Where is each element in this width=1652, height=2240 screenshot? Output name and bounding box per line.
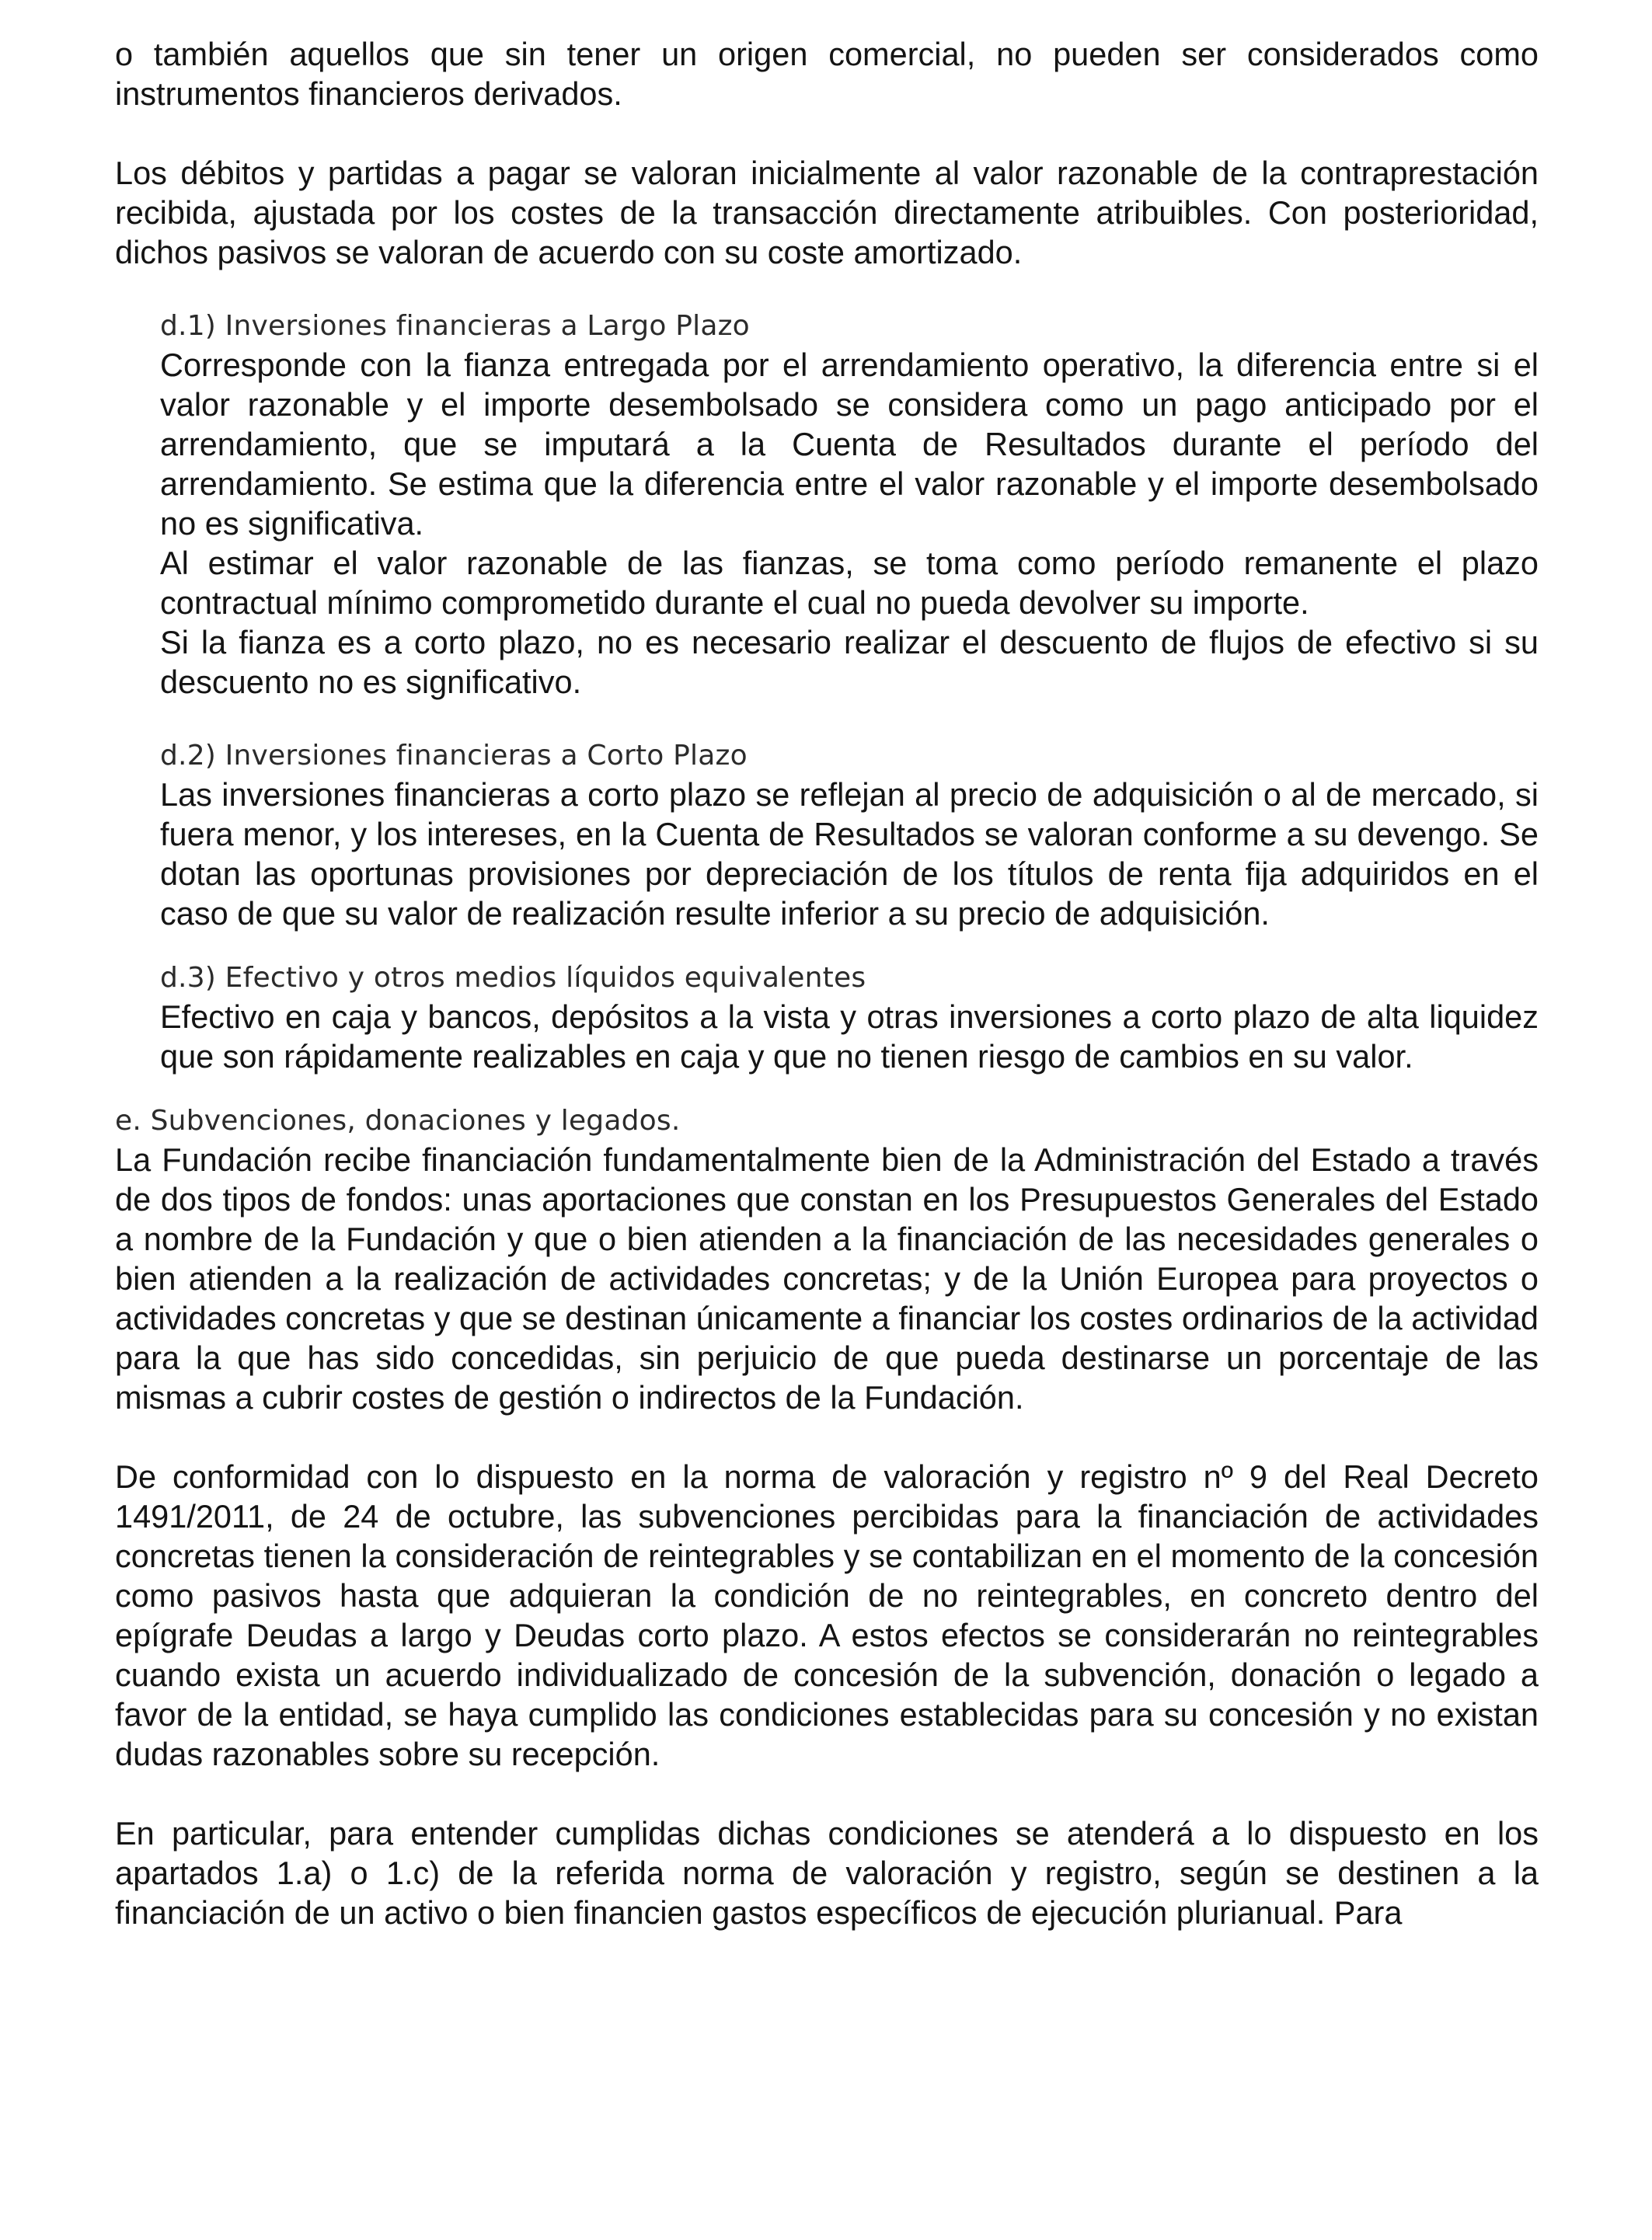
section-heading-d1: d.1) Inversiones financieras a Largo Plazo: [160, 310, 750, 342]
intro-paragraph-2: Los débitos y partidas a pagar se valoran inicialmente al valor razonable de la contraprestación recibida, ajustada por los costes de la transacción directamente atribuibles. Con posterioridad, dichos pasivos se valoran de acuerdo con su coste amortizado.: [115, 155, 1539, 270]
section-d3: [160, 960, 1539, 1076]
paragraph-spacer: [115, 702, 1539, 737]
paragraph-spacer: [115, 1076, 1539, 1103]
section-d3-paragraph-1: Efectivo en caja y bancos, depósitos a la vista y otras inversiones a corto plazo de alta liquidez que son rápidamente realizables en caja y que no tienen riesgo de cambios en su valor.: [160, 998, 1539, 1075]
section-heading-d3: d.3) Efectivo y otros medios líquidos equivalentes: [160, 962, 866, 994]
paragraph-spacer: [115, 113, 1539, 153]
intro-paragraph-1: o también aquellos que sin tener un origen comercial, no pueden ser considerados como instrumentos financieros derivados.: [115, 36, 1539, 112]
section-d2: [160, 737, 1539, 933]
section-heading-e: e. Subvenciones, donaciones y legados.: [115, 1105, 681, 1137]
section-d1-paragraph-1: Corresponde con la fianza entregada por el arrendamiento operativo, la diferencia entre si el valor razonable y el importe desembolsado se considera como un pago anticipado por el arrendamiento, que se imputará a la Cuenta de Resultados durante el período del arrendamiento. Se estima que la diferencia entre el valor razonable y el importe desembolsado no es significativa.: [160, 347, 1539, 542]
paragraph-spacer: [115, 933, 1539, 960]
section-d2-paragraph-1: Las inversiones financieras a corto plazo se reflejan al precio de adquisición o al de mercado, si fuera menor, y los intereses, en la Cuenta de Resultados se valoran conforme a su devengo. Se dotan las oportunas provisiones por depreciación de los títulos de renta fija adquiridos en el caso de que su valor de realización resulte inferior a su precio de adquisición.: [160, 776, 1539, 932]
section-d1: [160, 308, 1539, 702]
document-page: [115, 34, 1539, 1932]
paragraph-spacer: [115, 1774, 1539, 1813]
section-e-paragraph-1: La Fundación recibe financiación fundamentalmente bien de la Administración del Estado a través de dos tipos de fondos: unas aportaciones que constan en los Presupuestos Generales del Estado a nombre de la Fundación y que o bien atienden a la financiación de las necesidades generales o bien atienden a la realización de actividades concretas; y de la Unión Europea para proyectos o actividades concretas y que se destinan únicamente a financiar los costes ordinarios de la actividad para la que has sido concedidas, sin perjuicio de que pueda destinarse un porcentaje de las mismas a cubrir costes de gestión o indirectos de la Fundación.: [115, 1141, 1539, 1416]
paragraph-spacer: [115, 1417, 1539, 1457]
section-d1-paragraph-3: Si la fianza es a corto plazo, no es necesario realizar el descuento de flujos de efectivo si su descuento no es significativo.: [160, 624, 1539, 700]
section-e-paragraph-3: En particular, para entender cumplidas dichas condiciones se atenderá a lo dispuesto en los apartados 1.a) o 1.c) de la referida norma de valoración y registro, según se destinen a la financiación de un activo o bien financien gastos específicos de ejecución plurianual. Para: [115, 1815, 1539, 1931]
section-d1-paragraph-2: Al estimar el valor razonable de las fianzas, se toma como período remanente el plazo contractual mínimo comprometido durante el cual no pueda devolver su importe.: [160, 545, 1539, 621]
section-e-paragraph-2: De conformidad con lo dispuesto en la norma de valoración y registro nº 9 del Real Decreto 1491/2011, de 24 de octubre, las subvenciones percibidas para la financiación de actividades concretas tienen la consideración de reintegrables y se contabilizan en el momento de la concesión como pasivos hasta que adquieran la condición de no reintegrables, en concreto dentro del epígrafe Deudas a largo y Deudas corto plazo. A estos efectos se considerarán no reintegrables cuando exista un acuerdo individualizado de concesión de la subvención, donación o legado a favor de la entidad, se haya cumplido las condiciones establecidas para su concesión y no existan dudas razonables sobre su recepción.: [115, 1458, 1539, 1772]
paragraph-spacer: [115, 272, 1539, 308]
section-e: [115, 1103, 1539, 1932]
section-heading-d2: d.2) Inversiones financieras a Corto Plazo: [160, 740, 748, 772]
